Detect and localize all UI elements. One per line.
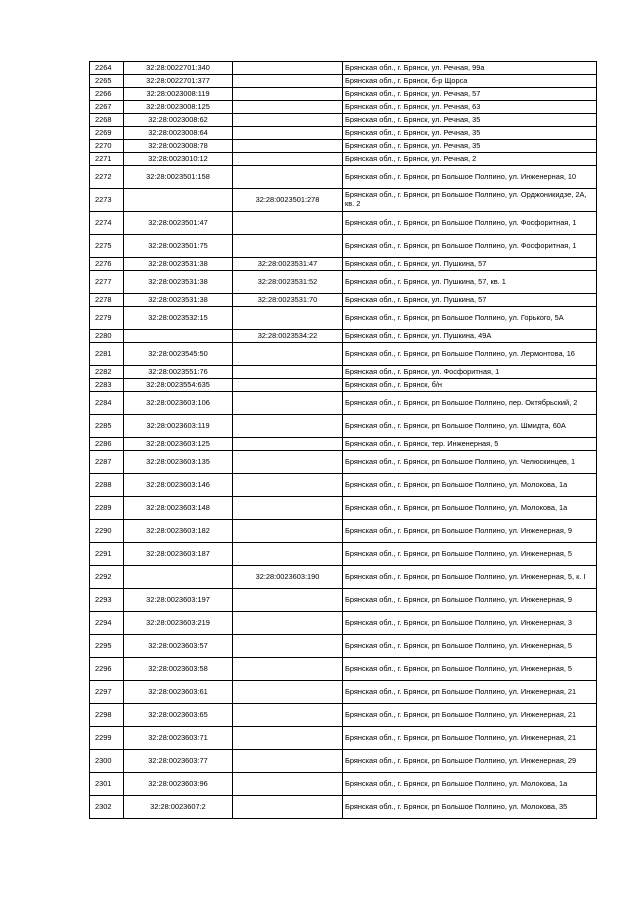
sub-cadastral-number-cell: 32:28:0023531:52 <box>233 271 343 294</box>
row-number-cell: 2288 <box>90 474 124 497</box>
address-cell: Брянская обл., г. Брянск, ул. Речная, 2 <box>343 153 597 166</box>
sub-cadastral-number-cell: 32:28:0023603:190 <box>233 566 343 589</box>
address-cell: Брянская обл., г. Брянск, рп Большое Полпино, ул. Молокова, 1а <box>343 497 597 520</box>
table-row <box>90 392 597 415</box>
address-cell: Брянская обл., г. Брянск, рп Большое Полпино, ул. Фосфоритная, 1 <box>343 212 597 235</box>
sub-cadastral-number-cell <box>233 101 343 114</box>
address-cell: Брянская обл., г. Брянск, рп Большое Полпино, ул. Инженерная, 10 <box>343 166 597 189</box>
address-cell: Брянская обл., г. Брянск, рп Большое Полпино, ул. Инженерная, 5, к. I <box>343 566 597 589</box>
cadastral-number-cell: 32:28:0023603:219 <box>124 612 233 635</box>
cadastral-number-cell: 32:28:0023603:187 <box>124 543 233 566</box>
row-number-cell: 2283 <box>90 379 124 392</box>
row-number-cell: 2275 <box>90 235 124 258</box>
table-row <box>90 307 597 330</box>
row-number-cell: 2276 <box>90 258 124 271</box>
cadastral-number-cell: 32:28:0023501:75 <box>124 235 233 258</box>
row-number-cell: 2285 <box>90 415 124 438</box>
address-cell: Брянская обл., г. Брянск, рп Большое Полпино, ул. Челюскинцев, 1 <box>343 451 597 474</box>
cadastral-number-cell: 32:28:0023603:197 <box>124 589 233 612</box>
sub-cadastral-number-cell <box>233 704 343 727</box>
sub-cadastral-number-cell <box>233 796 343 819</box>
row-number-cell: 2302 <box>90 796 124 819</box>
table-row <box>90 140 597 153</box>
table-row <box>90 271 597 294</box>
row-number-cell: 2271 <box>90 153 124 166</box>
cadastral-number-cell: 32:28:0023603:135 <box>124 451 233 474</box>
address-cell: Брянская обл., г. Брянск, ул. Речная, 57 <box>343 88 597 101</box>
address-cell: Брянская обл., г. Брянск, рп Большое Полпино, ул. Молокова, 1а <box>343 773 597 796</box>
cadastral-number-cell: 32:28:0022701:377 <box>124 75 233 88</box>
row-number-cell: 2264 <box>90 62 124 75</box>
sub-cadastral-number-cell: 32:28:0023501:278 <box>233 189 343 212</box>
row-number-cell: 2291 <box>90 543 124 566</box>
address-cell: Брянская обл., г. Брянск, ул. Пушкина, 49А <box>343 330 597 343</box>
table-row <box>90 294 597 307</box>
table-row <box>90 658 597 681</box>
cadastral-number-cell: 32:28:0023603:146 <box>124 474 233 497</box>
cadastral-number-cell: 32:28:0023603:119 <box>124 415 233 438</box>
row-number-cell: 2270 <box>90 140 124 153</box>
cadastral-number-cell: 32:28:0023603:57 <box>124 635 233 658</box>
address-cell: Брянская обл., г. Брянск, рп Большое Полпино, ул. Инженерная, 21 <box>343 681 597 704</box>
sub-cadastral-number-cell <box>233 438 343 451</box>
address-cell: Брянская обл., г. Брянск, рп Большое Полпино, ул. Инженерная, 21 <box>343 704 597 727</box>
table-row <box>90 750 597 773</box>
cadastral-number-cell: 32:28:0023501:47 <box>124 212 233 235</box>
table-row <box>90 589 597 612</box>
sub-cadastral-number-cell <box>233 212 343 235</box>
row-number-cell: 2298 <box>90 704 124 727</box>
row-number-cell: 2300 <box>90 750 124 773</box>
row-number-cell: 2287 <box>90 451 124 474</box>
address-cell: Брянская обл., г. Брянск, б-р Щорса <box>343 75 597 88</box>
table-row <box>90 451 597 474</box>
table-row <box>90 704 597 727</box>
table-row <box>90 127 597 140</box>
cadastral-number-cell: 32:28:0023603:148 <box>124 497 233 520</box>
address-cell: Брянская обл., г. Брянск, ул. Речная, 35 <box>343 127 597 140</box>
address-cell: Брянская обл., г. Брянск, рп Большое Полпино, ул. Инженерная, 9 <box>343 589 597 612</box>
table-row <box>90 543 597 566</box>
address-cell: Брянская обл., г. Брянск, рп Большое Полпино, ул. Горького, 5А <box>343 307 597 330</box>
row-number-cell: 2295 <box>90 635 124 658</box>
row-number-cell: 2279 <box>90 307 124 330</box>
cadastral-number-cell: 32:28:0023603:125 <box>124 438 233 451</box>
row-number-cell: 2299 <box>90 727 124 750</box>
address-cell: Брянская обл., г. Брянск, рп Большое Полпино, ул. Инженерная, 5 <box>343 543 597 566</box>
row-number-cell: 2267 <box>90 101 124 114</box>
cadastral-number-cell: 32:28:0023551:76 <box>124 366 233 379</box>
table-row <box>90 212 597 235</box>
cadastral-number-cell: 32:28:0023008:125 <box>124 101 233 114</box>
sub-cadastral-number-cell <box>233 392 343 415</box>
table-row <box>90 330 597 343</box>
cadastral-number-cell: 32:28:0023607:2 <box>124 796 233 819</box>
cadastral-number-cell: 32:28:0023008:78 <box>124 140 233 153</box>
sub-cadastral-number-cell <box>233 235 343 258</box>
address-cell: Брянская обл., г. Брянск, ул. Речная, 35 <box>343 114 597 127</box>
address-cell: Брянская обл., г. Брянск, ул. Пушкина, 57 <box>343 294 597 307</box>
cadastral-number-cell <box>124 566 233 589</box>
table-row <box>90 101 597 114</box>
sub-cadastral-number-cell <box>233 474 343 497</box>
address-cell: Брянская обл., г. Брянск, рп Большое Полпино, пер. Октябрьский, 2 <box>343 392 597 415</box>
table-row <box>90 773 597 796</box>
row-number-cell: 2286 <box>90 438 124 451</box>
sub-cadastral-number-cell <box>233 589 343 612</box>
sub-cadastral-number-cell <box>233 62 343 75</box>
row-number-cell: 2281 <box>90 343 124 366</box>
row-number-cell: 2269 <box>90 127 124 140</box>
sub-cadastral-number-cell <box>233 379 343 392</box>
cadastral-number-cell: 32:28:0022701:340 <box>124 62 233 75</box>
address-cell: Брянская обл., г. Брянск, рп Большое Полпино, ул. Орджоникидзе, 2А, кв. 2 <box>343 189 597 212</box>
sub-cadastral-number-cell <box>233 343 343 366</box>
sub-cadastral-number-cell <box>233 612 343 635</box>
row-number-cell: 2280 <box>90 330 124 343</box>
row-number-cell: 2272 <box>90 166 124 189</box>
cadastral-number-cell: 32:28:0023603:96 <box>124 773 233 796</box>
cadastral-number-cell: 32:28:0023545:50 <box>124 343 233 366</box>
address-cell: Брянская обл., г. Брянск, б/н <box>343 379 597 392</box>
row-number-cell: 2278 <box>90 294 124 307</box>
table-row <box>90 235 597 258</box>
sub-cadastral-number-cell <box>233 307 343 330</box>
sub-cadastral-number-cell <box>233 520 343 543</box>
row-number-cell: 2273 <box>90 189 124 212</box>
table-row <box>90 681 597 704</box>
row-number-cell: 2292 <box>90 566 124 589</box>
sub-cadastral-number-cell: 32:28:0023534:22 <box>233 330 343 343</box>
address-cell: Брянская обл., г. Брянск, ул. Пушкина, 57, кв. 1 <box>343 271 597 294</box>
table-row <box>90 258 597 271</box>
cadastral-number-cell: 32:28:0023531:38 <box>124 294 233 307</box>
cadastral-number-cell: 32:28:0023008:119 <box>124 88 233 101</box>
cadastral-number-cell: 32:28:0023603:106 <box>124 392 233 415</box>
table-row <box>90 153 597 166</box>
row-number-cell: 2277 <box>90 271 124 294</box>
cadastral-number-cell: 32:28:0023010:12 <box>124 153 233 166</box>
cadastral-number-cell: 32:28:0023008:62 <box>124 114 233 127</box>
table-row <box>90 62 597 75</box>
cadastral-number-cell: 32:28:0023554:635 <box>124 379 233 392</box>
sub-cadastral-number-cell <box>233 635 343 658</box>
table-row <box>90 88 597 101</box>
row-number-cell: 2301 <box>90 773 124 796</box>
address-cell: Брянская обл., г. Брянск, рп Большое Полпино, ул. Молокова, 1а <box>343 474 597 497</box>
row-number-cell: 2282 <box>90 366 124 379</box>
sub-cadastral-number-cell <box>233 153 343 166</box>
address-cell: Брянская обл., г. Брянск, ул. Речная, 63 <box>343 101 597 114</box>
table-row <box>90 635 597 658</box>
cadastral-number-cell: 32:28:0023531:38 <box>124 271 233 294</box>
sub-cadastral-number-cell <box>233 114 343 127</box>
address-cell: Брянская обл., г. Брянск, рп Большое Полпино, ул. Фосфоритная, 1 <box>343 235 597 258</box>
row-number-cell: 2293 <box>90 589 124 612</box>
address-cell: Брянская обл., г. Брянск, ул. Пушкина, 57 <box>343 258 597 271</box>
sub-cadastral-number-cell <box>233 166 343 189</box>
sub-cadastral-number-cell <box>233 140 343 153</box>
cadastral-number-cell <box>124 330 233 343</box>
address-cell: Брянская обл., г. Брянск, рп Большое Полпино, ул. Лермонтова, 16 <box>343 343 597 366</box>
sub-cadastral-number-cell <box>233 366 343 379</box>
row-number-cell: 2266 <box>90 88 124 101</box>
row-number-cell: 2274 <box>90 212 124 235</box>
sub-cadastral-number-cell <box>233 727 343 750</box>
table-row <box>90 520 597 543</box>
table-row <box>90 497 597 520</box>
cadastral-number-cell: 32:28:0023603:77 <box>124 750 233 773</box>
sub-cadastral-number-cell <box>233 750 343 773</box>
cadastral-number-cell: 32:28:0023532:15 <box>124 307 233 330</box>
sub-cadastral-number-cell <box>233 88 343 101</box>
table-row <box>90 796 597 819</box>
cadastral-number-cell <box>124 189 233 212</box>
cadastral-number-cell: 32:28:0023603:71 <box>124 727 233 750</box>
row-number-cell: 2289 <box>90 497 124 520</box>
row-number-cell: 2268 <box>90 114 124 127</box>
row-number-cell: 2284 <box>90 392 124 415</box>
address-cell: Брянская обл., г. Брянск, рп Большое Полпино, ул. Шмидта, 60А <box>343 415 597 438</box>
sub-cadastral-number-cell <box>233 451 343 474</box>
row-number-cell: 2296 <box>90 658 124 681</box>
row-number-cell: 2297 <box>90 681 124 704</box>
row-number-cell: 2290 <box>90 520 124 543</box>
sub-cadastral-number-cell <box>233 658 343 681</box>
table-row <box>90 438 597 451</box>
sub-cadastral-number-cell <box>233 681 343 704</box>
cadastral-number-cell: 32:28:0023603:182 <box>124 520 233 543</box>
sub-cadastral-number-cell <box>233 75 343 88</box>
table-row <box>90 727 597 750</box>
sub-cadastral-number-cell <box>233 127 343 140</box>
cadastral-number-cell: 32:28:0023531:38 <box>124 258 233 271</box>
address-cell: Брянская обл., г. Брянск, рп Большое Полпино, ул. Инженерная, 21 <box>343 727 597 750</box>
address-cell: Брянская обл., г. Брянск, рп Большое Полпино, ул. Инженерная, 9 <box>343 520 597 543</box>
sub-cadastral-number-cell <box>233 543 343 566</box>
cadastral-number-cell: 32:28:0023603:65 <box>124 704 233 727</box>
address-cell: Брянская обл., г. Брянск, тер. Инженерная, 5 <box>343 438 597 451</box>
address-cell: Брянская обл., г. Брянск, ул. Речная, 99а <box>343 62 597 75</box>
table-row <box>90 566 597 589</box>
row-number-cell: 2294 <box>90 612 124 635</box>
cadastral-number-cell: 32:28:0023501:158 <box>124 166 233 189</box>
address-cell: Брянская обл., г. Брянск, рп Большое Полпино, ул. Инженерная, 5 <box>343 635 597 658</box>
cadastral-table-body <box>90 62 597 819</box>
row-number-cell: 2265 <box>90 75 124 88</box>
address-cell: Брянская обл., г. Брянск, рп Большое Полпино, ул. Инженерная, 29 <box>343 750 597 773</box>
address-cell: Брянская обл., г. Брянск, ул. Фосфоритная, 1 <box>343 366 597 379</box>
sub-cadastral-number-cell: 32:28:0023531:47 <box>233 258 343 271</box>
table-row <box>90 343 597 366</box>
table-row <box>90 114 597 127</box>
cadastral-number-cell: 32:28:0023603:61 <box>124 681 233 704</box>
table-row <box>90 366 597 379</box>
table-row <box>90 166 597 189</box>
table-row <box>90 189 597 212</box>
table-row <box>90 379 597 392</box>
address-cell: Брянская обл., г. Брянск, рп Большое Полпино, ул. Инженерная, 3 <box>343 612 597 635</box>
cadastral-table <box>89 61 597 819</box>
address-cell: Брянская обл., г. Брянск, ул. Речная, 35 <box>343 140 597 153</box>
sub-cadastral-number-cell: 32:28:0023531:70 <box>233 294 343 307</box>
address-cell: Брянская обл., г. Брянск, рп Большое Полпино, ул. Молокова, 35 <box>343 796 597 819</box>
table-row <box>90 415 597 438</box>
cadastral-number-cell: 32:28:0023603:58 <box>124 658 233 681</box>
sub-cadastral-number-cell <box>233 415 343 438</box>
table-row <box>90 612 597 635</box>
sub-cadastral-number-cell <box>233 497 343 520</box>
cadastral-number-cell: 32:28:0023008:64 <box>124 127 233 140</box>
sub-cadastral-number-cell <box>233 773 343 796</box>
table-row <box>90 474 597 497</box>
address-cell: Брянская обл., г. Брянск, рп Большое Полпино, ул. Инженерная, 5 <box>343 658 597 681</box>
table-row <box>90 75 597 88</box>
